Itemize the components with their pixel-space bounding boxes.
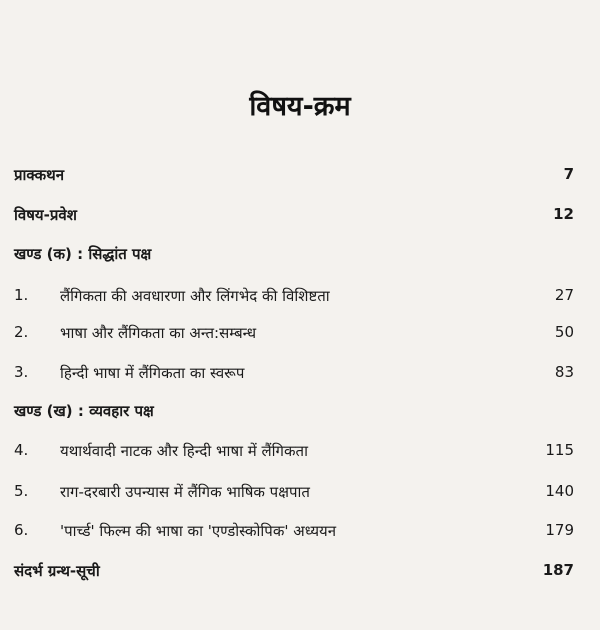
toc-chapter-6 [0, 521, 600, 551]
toc-chapter-2 [0, 323, 600, 353]
toc-entry-page: 50 [554, 323, 574, 341]
toc-chapter-number: 6. [14, 521, 29, 539]
toc-entry-page: 12 [553, 205, 574, 223]
toc-chapter-3 [0, 363, 600, 393]
toc-entry-page: 7 [563, 165, 574, 183]
toc-chapter-number: 2. [14, 323, 29, 341]
toc-entry-label: लैंगिकता की अवधारणा और लिंगभेद की विशिष्टता [60, 287, 330, 305]
toc-entry-label: भाषा और लैंगिकता का अन्त:सम्बन्ध [60, 324, 257, 342]
toc-entry-label: 'पार्च्ड' फिल्म की भाषा का 'एण्डोस्कोपिक' अध्ययन [60, 522, 337, 540]
toc-entry-page: 27 [554, 286, 574, 304]
toc-chapter-1 [0, 286, 600, 316]
toc-entry-preface [0, 165, 600, 195]
toc-entry-label: राग-दरबारी उपन्यास में लैंगिक भाषिक पक्षपात [60, 483, 310, 501]
toc-entry-label: संदर्भ ग्रन्थ-सूची [14, 562, 100, 580]
toc-section-a-heading [0, 244, 600, 274]
toc-chapter-number: 1. [14, 286, 29, 304]
toc-entry-bibliography [0, 561, 600, 591]
toc-entry-label: विषय-प्रवेश [14, 206, 77, 224]
toc-chapter-number: 5. [14, 482, 29, 500]
toc-chapter-number: 3. [14, 363, 29, 381]
toc-entry-page: 179 [545, 521, 574, 539]
toc-entry-page: 115 [545, 441, 574, 459]
toc-entry-page: 83 [554, 363, 574, 381]
toc-entry-page: 187 [542, 561, 574, 579]
toc-chapter-5 [0, 482, 600, 512]
toc-chapter-4 [0, 441, 600, 471]
toc-section-label: खण्ड (क) : सिद्धांत पक्ष [14, 245, 152, 263]
toc-chapter-number: 4. [14, 441, 29, 459]
bleed-through-corner [4, 4, 44, 74]
toc-entry-page: 140 [545, 482, 574, 500]
toc-entry-label: प्राक्कथन [14, 166, 65, 184]
toc-entry-label: हिन्दी भाषा में लैंगिकता का स्वरूप [60, 364, 245, 382]
toc-entry-introduction [0, 205, 600, 235]
toc-section-b-heading [0, 401, 600, 431]
toc-entry-label: यथार्थवादी नाटक और हिन्दी भाषा में लैंगिकता [60, 442, 308, 460]
page-title: विषय-क्रम [249, 91, 351, 122]
toc-section-label: खण्ड (ख) : व्यवहार पक्ष [14, 402, 154, 420]
